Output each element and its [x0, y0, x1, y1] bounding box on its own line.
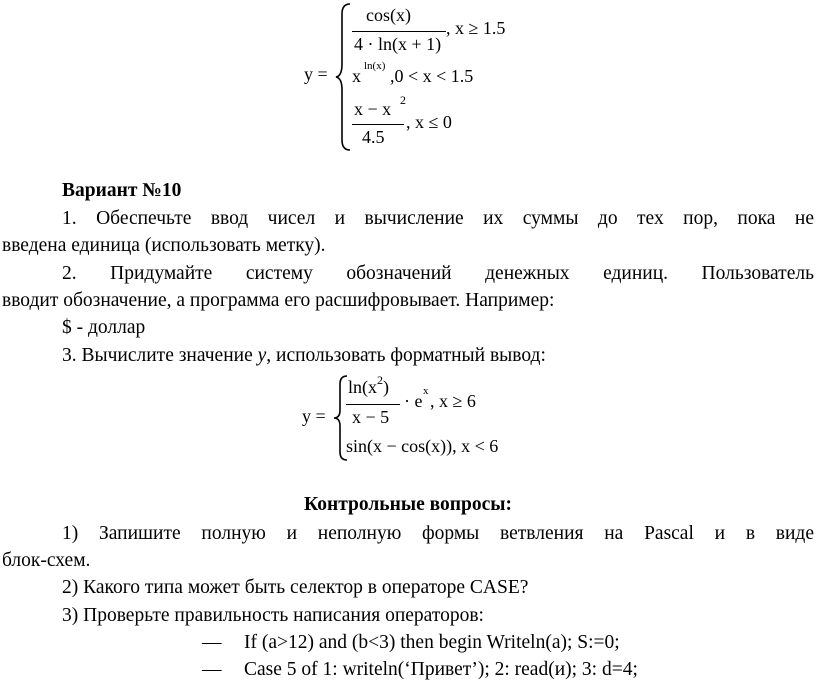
formula-1-case2-exponent: ln(x) — [364, 60, 386, 72]
formula-1-case1-numerator: cos(x) — [366, 5, 411, 25]
question-2: 2) Какого типа может быть селектор в операторе CASE? — [62, 577, 529, 598]
task-1-line-1: 1. Обеспечьте ввод чисел и вычисление их суммы до тех пор, пока не — [62, 208, 814, 229]
task-2-line-2: вводит обозначение, а программа его расшифровывает. Например: — [2, 290, 555, 311]
formula-1-case2-condition: ,0 < x < 1.5 — [390, 66, 474, 86]
question-3: 3) Проверьте правильность написания операторов: — [62, 605, 484, 626]
formula-1-case3-fraction-bar — [352, 124, 404, 125]
formula-2-case1-multiplier: · e — [404, 391, 423, 411]
formula-1-case2-base: x — [352, 66, 361, 86]
task-3-suffix: , использовать форматный вывод: — [266, 345, 546, 366]
formula-2-case2: sin(x − cos(x)), x < 6 — [346, 436, 499, 456]
questions-title: Контрольные вопросы: — [304, 494, 512, 515]
code-line-2-dash: — — [202, 659, 222, 680]
variant-title: Вариант №10 — [62, 180, 182, 201]
formula-1-case3-numerator-exponent: 2 — [400, 93, 406, 107]
task-1-line-2: введена единица (использовать метку). — [2, 235, 326, 256]
task-2-line-1: 2. Придумайте систему обозначений денежных единиц. Пользователь — [62, 263, 814, 284]
formula-1-case3-condition: , x ≤ 0 — [406, 112, 452, 132]
task-2-line-3: $ - доллар — [62, 317, 146, 338]
task-3-prefix: 3. Вычислите значение — [62, 345, 258, 366]
formula-1-case3-denominator: 4.5 — [362, 127, 385, 147]
formula-2-case1-numerator: $\ln(x^2)$ — [348, 373, 389, 397]
code-line-1: If (a>12) and (b<3) then begin Writeln(a); S:=0; — [244, 632, 620, 653]
code-line-2: Case 5 of 1: writeln(‘Привет’); 2: read(и); 3: d=4; — [244, 659, 638, 680]
question-1-line-2: блок-схем. — [2, 550, 91, 571]
code-line-1-dash: — — [202, 632, 222, 653]
question-1-line-1: 1) Запишите полную и неполную формы ветвления на Pascal и в виде — [62, 523, 814, 544]
formula-2-case1-multiplier-exponent: x — [423, 385, 429, 397]
formula-2-case1-fraction-bar — [346, 404, 400, 405]
formula-2-case1-denominator: x − 5 — [352, 407, 390, 427]
formula-1-case3-numerator: x − x — [354, 99, 392, 119]
task-3-line — [62, 342, 546, 369]
task-3-variable: y — [257, 345, 267, 366]
formula-2-lhs: y = — [302, 406, 326, 426]
formula-1-case1-fraction-bar — [352, 31, 446, 32]
formula-1-brace — [334, 2, 354, 152]
formula-1-case1-condition: , x ≥ 1.5 — [446, 18, 506, 38]
formula-1-lhs: y = — [304, 64, 328, 84]
formula-2-case1-condition: , x ≥ 6 — [430, 391, 476, 411]
formula-1-case1-denominator: 4 · ln(x + 1) — [354, 34, 442, 54]
